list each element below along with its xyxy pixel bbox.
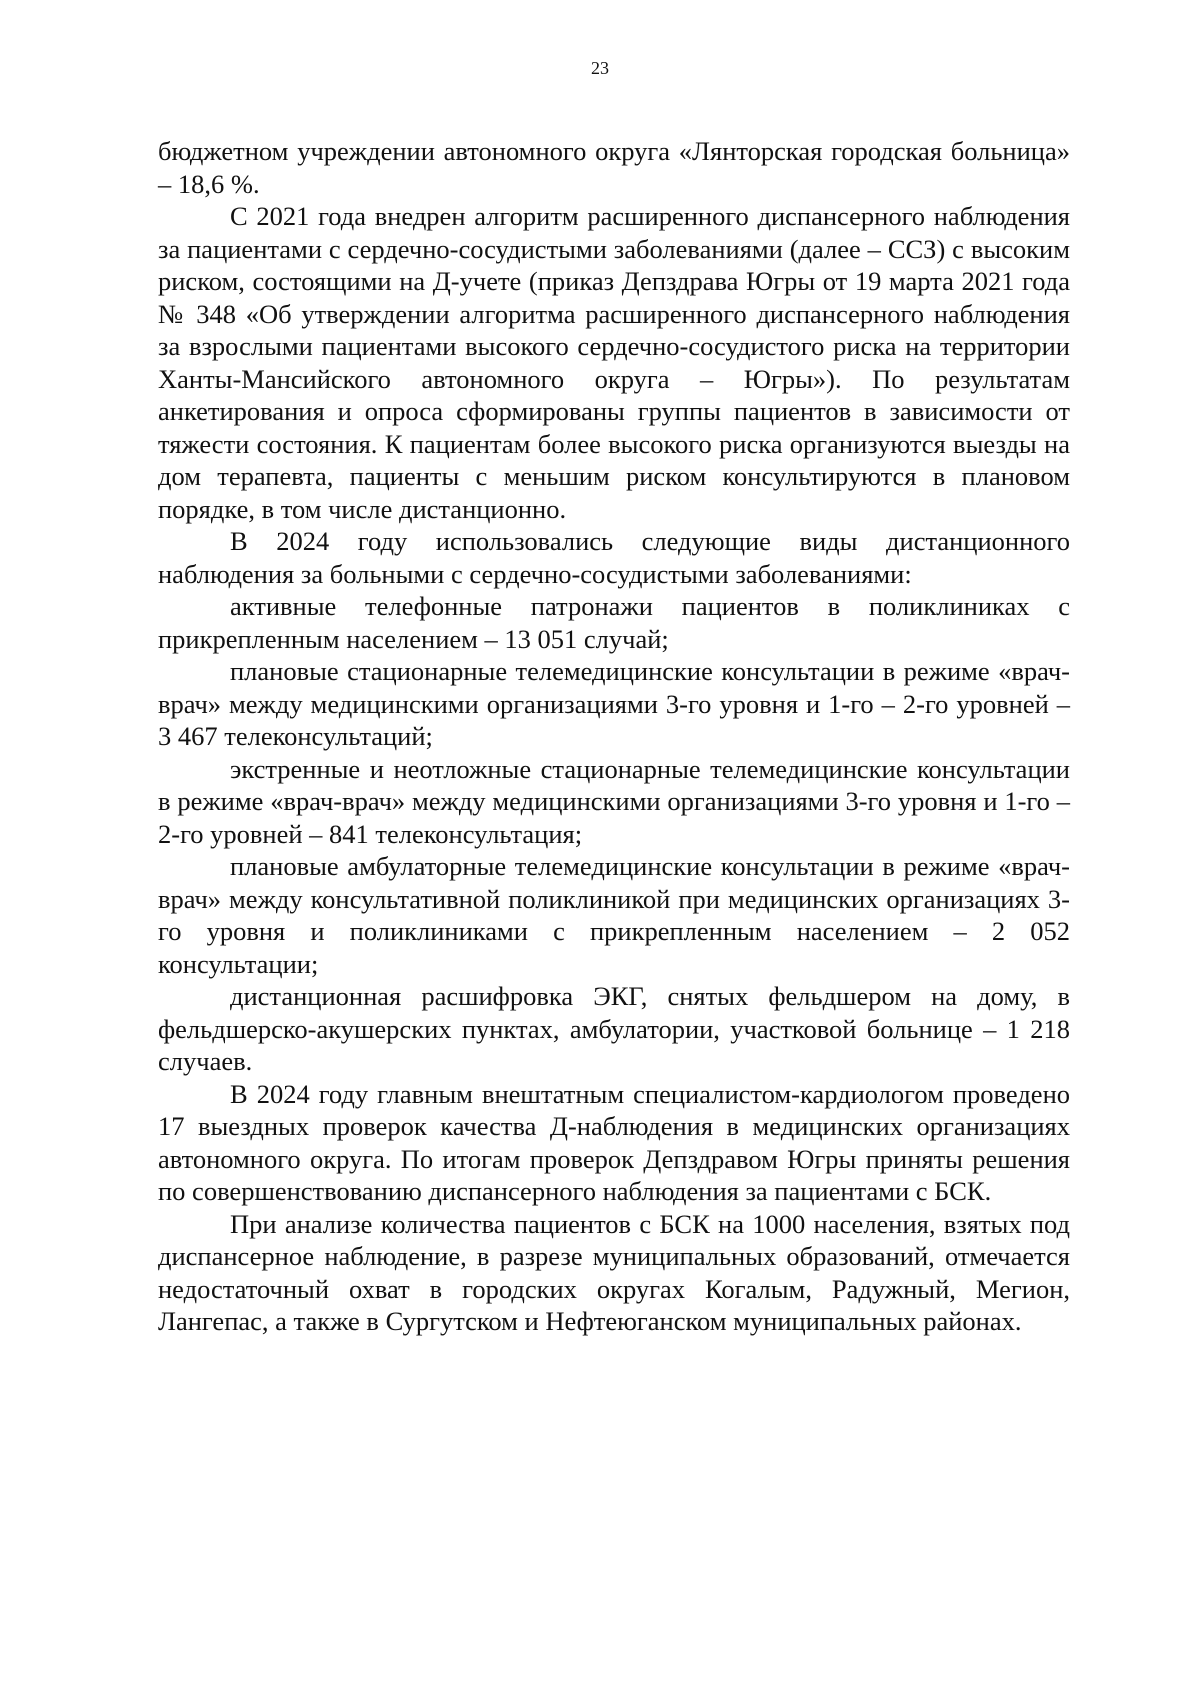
list-item-phone-patronage: активные телефонные патронажи пациентов в поликлиниках с прикрепленным населением – 13 051 случай; bbox=[158, 591, 1070, 654]
list-item-remote-ecg: дистанционная расшифровка ЭКГ, снятых фельдшером на дому, в фельдшерско-акушерских пунктах, амбулатории, участковой больнице – 1 218 случаев. bbox=[158, 981, 1070, 1076]
paragraph-continuation: бюджетном учреждении автономного округа «Лянторская городская больница» – 18,6 %. bbox=[158, 136, 1070, 199]
paragraph-remote-monitoring-intro: В 2024 году использовались следующие виды дистанционного наблюдения за больными с сердечно-сосудистыми заболеваниями: bbox=[158, 526, 1070, 589]
list-item-planned-outpatient-teleconsult: плановые амбулаторные телемедицинские консультации в режиме «врач-врач» между консультативной поликлиникой при медицинских организациях 3-го уровня и поликлиниками с прикрепленным населением – 2 052 консультации; bbox=[158, 851, 1070, 979]
paragraph-inspections: В 2024 году главным внештатным специалистом-кардиологом проведено 17 выездных проверок качества Д-наблюдения в медицинских организациях автономного округа. По итогам проверок Депздравом Югры приняты решения по совершенствованию диспансерного наблюдения за пациентами с БСК. bbox=[158, 1078, 1070, 1206]
list-item-emergency-teleconsult: экстренные и неотложные стационарные телемедицинские консультации в режиме «врач-врач» между медицинскими организациями 3-го уровня и 1-го – 2-го уровней – 841 телеконсультация; bbox=[158, 753, 1070, 849]
paragraph-algorithm: С 2021 года внедрен алгоритм расширенного диспансерного наблюдения за пациентами с сердечно-сосудистыми заболеваниями (далее – ССЗ) с высоким риском, состоящими на Д-учете (приказ Депздрава Югры от 19 марта 2021 года № 348 «Об утверждении алгоритма расширенного диспансерного наблюдения за взрослыми пациентами высокого сердечно-сосудистого риска на территории Ханты-Мансийского автономного округа – Югры»). По результатам анкетирования и опроса сформированы группы пациентов в зависимости от тяжести состояния. К пациентам более высокого риска организуются выезды на дом терапевта, пациенты с меньшим риском консультируются в плановом порядке, в том числе дистанционно. bbox=[158, 201, 1070, 524]
document-body bbox=[158, 135, 1070, 1338]
list-item-planned-inpatient-teleconsult: плановые стационарные телемедицинские консультации в режиме «врач-врач» между медицинскими организациями 3-го уровня и 1-го – 2-го уровней – 3 467 телеконсультаций; bbox=[158, 656, 1070, 751]
page-number: 23 bbox=[591, 58, 609, 78]
paragraph-coverage-analysis: При анализе количества пациентов с БСК на 1000 населения, взятых под диспансерное наблюдение, в разрезе муниципальных образований, отмечается недостаточный охват в городских округах Когалым, Радужный, Мегион, Лангепас, а также в Сургутском и Нефтеюганском муниципальных районах. bbox=[158, 1208, 1070, 1336]
